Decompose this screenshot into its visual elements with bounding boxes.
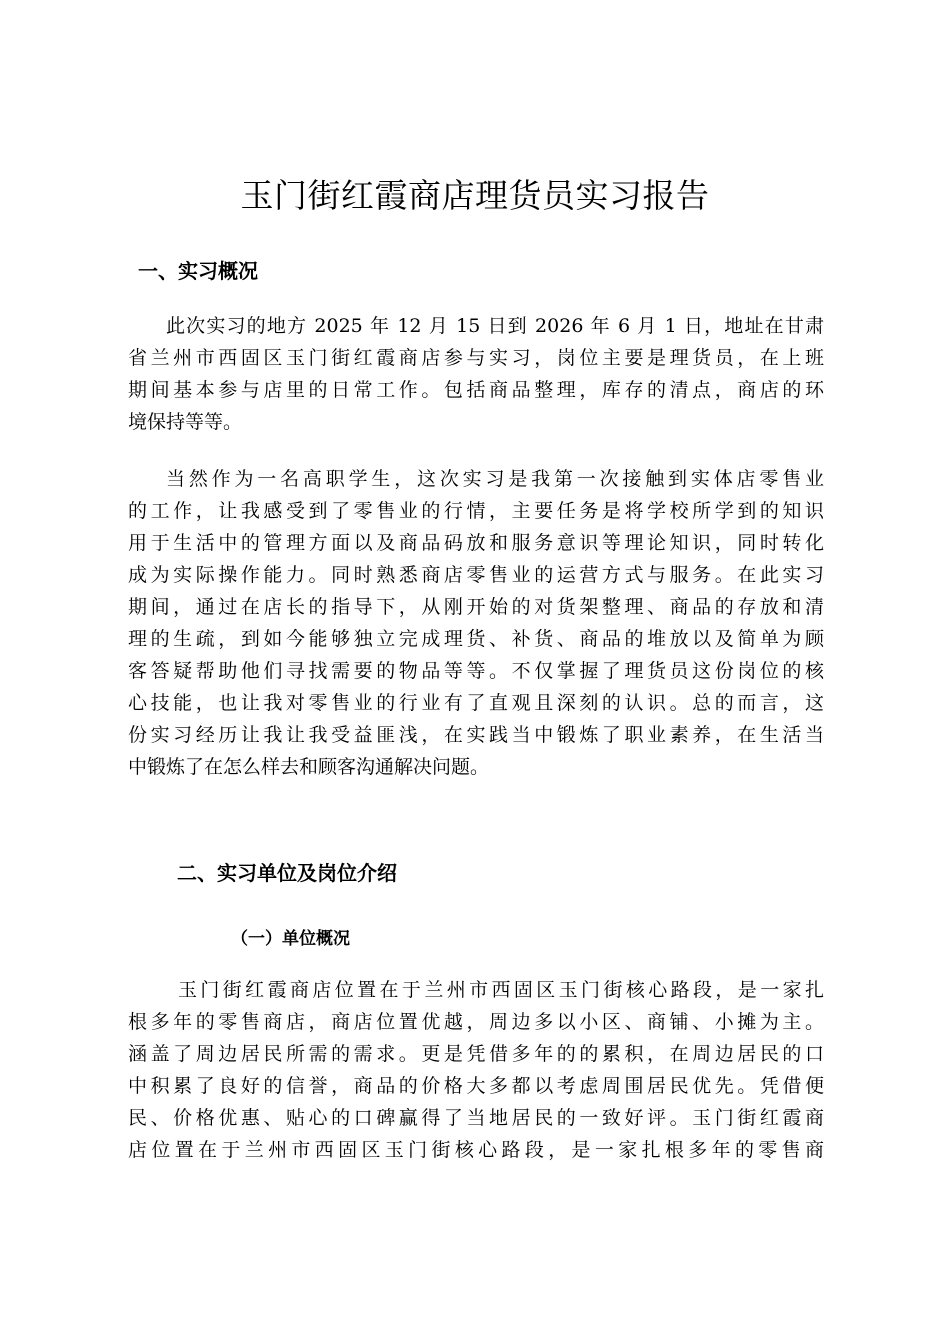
text-line: 客答疑帮助他们寻找需要的物品等等。不仅掌握了理货员这份岗位的核 xyxy=(128,660,824,682)
text-line: 期间，通过在店长的指导下，从刚开始的对货架整理、商品的存放和清 xyxy=(128,596,824,618)
text-line: 中锻炼了在怎么样去和顾客沟通解决问题。 xyxy=(128,756,490,778)
text-line: 当然作为一名高职学生，这次实习是我第一次接触到实体店零售业 xyxy=(166,468,824,490)
text-line: 心技能，也让我对零售业的行业有了直观且深刻的认识。总的而言，这 xyxy=(128,692,824,714)
text-line: 理的生疏，到如今能够独立完成理货、补货、商品的堆放以及简单为顾 xyxy=(128,628,824,650)
text-line: 境保持等等。 xyxy=(128,411,243,433)
section-heading-unit-and-position: 二、实习单位及岗位介绍 xyxy=(177,861,397,885)
text-line: 省兰州市西固区玉门街红霞商店参与实习，岗位主要是理货员，在上班 xyxy=(128,347,824,369)
text-line: 玉门街红霞商店位置在于兰州市西固区玉门街核心路段，是一家扎 xyxy=(178,979,824,1001)
text-line: 店位置在于兰州市西固区玉门街核心路段，是一家扎根多年的零售商 xyxy=(128,1139,824,1161)
paragraph-overview-1 xyxy=(128,310,824,438)
text-line: 期间基本参与店里的日常工作。包括商品整理，库存的清点，商店的环 xyxy=(128,379,824,401)
text-line: 成为实际操作能力。同时熟悉商店零售业的运营方式与服务。在此实习 xyxy=(128,564,824,586)
text-line: 涵盖了周边居民所需的需求。更是凭借多年的的累积，在周边居民的口 xyxy=(128,1043,824,1065)
paragraph-overview-2 xyxy=(128,463,824,783)
paragraph-unit-overview xyxy=(128,974,824,1166)
document-title: 玉门街红霞商店理货员实习报告 xyxy=(240,176,710,215)
text-line: 根多年的零售商店，商店位置优越，周边多以小区、商铺、小摊为主。 xyxy=(128,1011,824,1033)
text-line: 中积累了良好的信誉，商品的价格大多都以考虑周围居民优先。凭借便 xyxy=(128,1075,824,1097)
text-line: 此次实习的地方 2025 年 12 月 15 日到 2026 年 6 月 1 日，地址在甘肃 xyxy=(166,315,824,337)
text-line: 份实习经历让我让我受益匪浅，在实践当中锻炼了职业素养，在生活当 xyxy=(128,724,824,746)
text-line: 的工作，让我感受到了零售业的行情，主要任务是将学校所学到的知识 xyxy=(128,500,824,522)
text-line: 用于生活中的管理方面以及商品码放和服务意识等理论知识，同时转化 xyxy=(128,532,824,554)
subsection-heading-unit-overview: （一）单位概况 xyxy=(231,929,350,949)
section-heading-overview: 一、实习概况 xyxy=(138,259,258,283)
text-line: 民、价格优惠、贴心的口碑赢得了当地居民的一致好评。玉门街红霞商 xyxy=(128,1107,824,1129)
